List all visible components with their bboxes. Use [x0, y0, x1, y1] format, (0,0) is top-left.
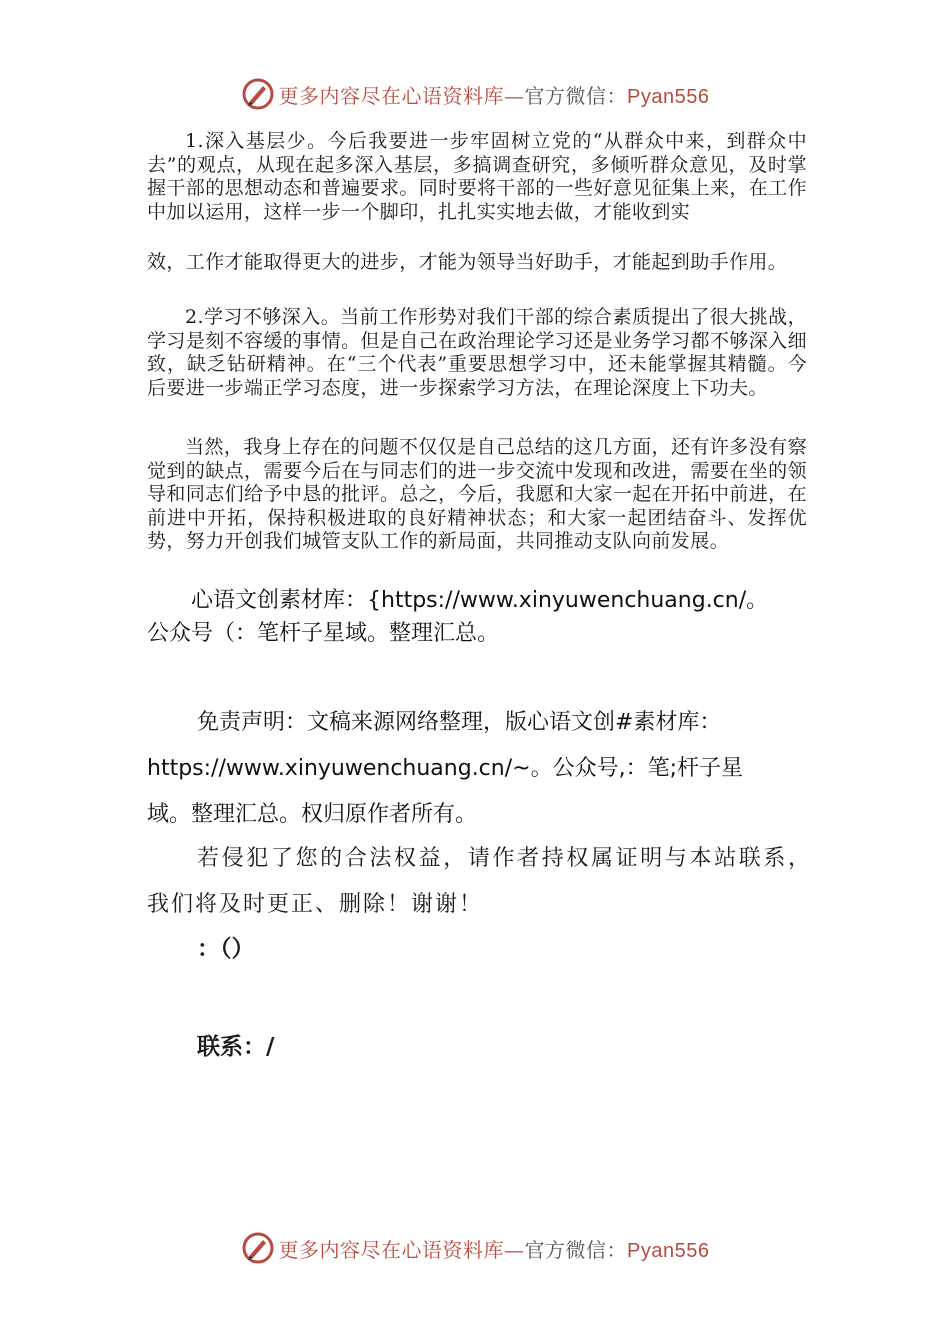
- footer-dash: —: [504, 1237, 525, 1262]
- paragraph-3-text: 当然，我身上存在的问题不仅仅是自己总结的这几方面，还有许多没有察觉到的缺点，需要今后在与同志们的进一步交流中发现和改进，需要在坐的领导和同志们给予中恳的批评。总之，今后，我愿和大家一起在开拓中前进，在前进中开拓，保持积极进取的良好精神状态；和大家一起团结奋斗、发挥优势，努力开创我们城管支队工作的新局面，共同推动支队向前发展。: [147, 436, 807, 552]
- paragraph-2: [147, 306, 807, 400]
- disclaimer-line-2: https://www.xinyuwenchuang.cn/~。公众号,：笔;杆子星: [147, 756, 743, 781]
- paragraph-1: [147, 130, 807, 224]
- disclaimer-line-3: 域。整理汇总。权归原作者所有。: [147, 802, 478, 827]
- header-wechat-id: Pyan556: [627, 85, 710, 108]
- source-line-1: 心语文创素材库：{https://www.xinyuwenchuang.cn/。: [191, 588, 769, 613]
- footer-brand: 更多内容尽在心语资料库: [278, 1237, 505, 1262]
- paragraph-1-continued-text: 效，工作才能取得更大的进步，才能为领导当好助手，才能起到助手作用。: [147, 251, 788, 273]
- header-dash: —: [504, 83, 525, 108]
- paragraph-1-continued: [147, 248, 807, 277]
- source-line-2: 公众号（：笔杆子星域。整理汇总。: [147, 621, 500, 646]
- paragraph-1-text: 1.深入基层少。今后我要进一步牢固树立党的“从群众中来，到群众中去”的观点，从现在起多深入基层，多搞调查研究，多倾听群众意见，及时掌握干部的思想动态和普遍要求。同时要将干部的一些好意见征集上来，在工作中加以运用，这样一步一个脚印，扎扎实实地去做，才能收到实: [147, 130, 807, 223]
- header-brand: 更多内容尽在心语资料库: [278, 83, 505, 108]
- header-wechat-label: 官方微信：: [524, 83, 628, 108]
- paragraph-2-text: 2.学习不够深入。当前工作形势对我们干部的综合素质提出了很大挑战，学习是刻不容缓的事情。但是自己在政治理论学习还是业务学习都不够深入细致，缺乏钻研精神。在“三个代表”重要思想学习中，还未能掌握其精髓。今后要进一步端正学习态度，进一步探索学习方法，在理论深度上下功夫。: [147, 306, 807, 399]
- disclaimer-line-1: 免责声明：文稿来源网络整理，版心语文创#素材库：: [197, 710, 722, 735]
- brand-logo-icon: [241, 77, 275, 111]
- blank-parenthesis-line: ：（）: [197, 936, 255, 962]
- infringement-notice: [147, 836, 812, 928]
- disclaimer: [147, 700, 812, 838]
- footer-banner: [0, 1228, 950, 1268]
- brand-logo-icon: [241, 1231, 275, 1265]
- contact-line: 联系：/: [197, 1034, 275, 1060]
- footer-wechat-label: 官方微信：: [524, 1237, 628, 1262]
- header-text: [279, 80, 710, 109]
- paragraph-3: [147, 436, 807, 554]
- infringement-text: 若侵犯了您的合法权益，请作者持权属证明与本站联系，我们将及时更正、删除！谢谢！: [147, 846, 812, 917]
- footer-text: [279, 1234, 710, 1263]
- source-note: [147, 584, 827, 650]
- header-banner: [0, 74, 950, 114]
- footer-wechat-id: Pyan556: [627, 1239, 710, 1262]
